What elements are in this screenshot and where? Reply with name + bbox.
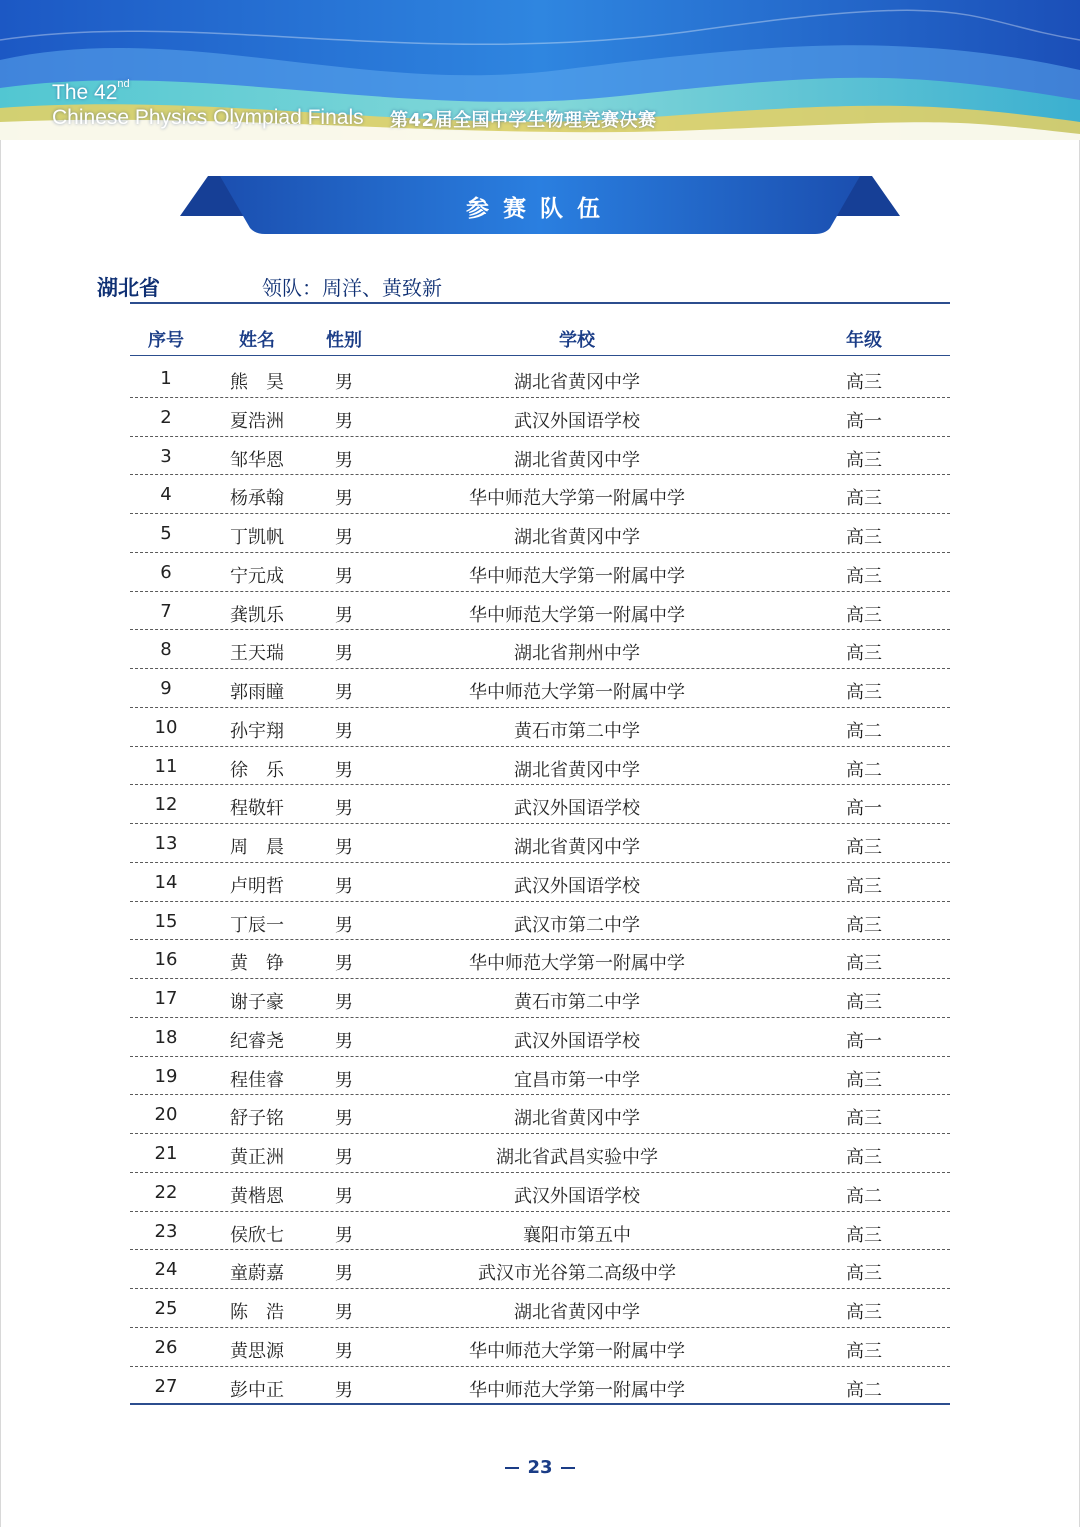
row-grade: 高三 [846,837,882,858]
row-number: 25 [154,1298,178,1319]
row-grade: 高三 [846,1069,882,1091]
row-number: 17 [154,988,178,1009]
row-school: 武汉外国语学校 [514,875,640,897]
row-grade: 高二 [846,1185,882,1207]
row-name: 宁元成 [230,565,284,587]
banner-english-title [52,76,364,130]
row-number: 5 [160,523,172,544]
row-school: 湖北省黄冈中学 [514,1108,640,1130]
row-grade: 高一 [846,410,882,432]
table-row [130,592,950,631]
row-grade: 高三 [846,604,882,626]
row-school: 襄阳市第五中 [523,1224,631,1246]
row-gender: 男 [335,604,353,626]
row-grade: 高三 [846,1302,882,1323]
row-name: 丁辰一 [230,914,284,936]
row-gender: 男 [335,1069,353,1091]
table-row [130,824,950,863]
row-name: 侯欣七 [230,1224,284,1246]
row-school: 华中师范大学第一附属中学 [469,565,685,587]
row-school: 武汉外国语学校 [514,410,640,432]
row-number: 3 [160,445,172,467]
row-name: 郭雨瞳 [230,682,284,703]
row-gender: 男 [335,1030,353,1052]
row-grade: 高三 [846,372,882,393]
banner-en-line1: The 42 [52,81,118,104]
row-gender: 男 [335,914,353,936]
row-name: 王天瑞 [230,643,284,665]
row-name: 孙宇翔 [230,720,284,742]
table-row [130,630,950,669]
table-row [130,1367,950,1406]
left-page-border [0,140,1,1527]
row-school: 武汉外国语学校 [514,798,640,820]
row-number: 15 [154,910,178,932]
row-name: 杨承翰 [230,488,284,510]
header-gender: 性别 [326,330,362,351]
table-row [130,1289,950,1328]
header-rule [130,302,950,304]
row-gender: 男 [335,410,353,432]
row-gender: 男 [335,1185,353,1207]
section-title: 参赛队伍 [466,196,614,222]
row-gender: 男 [335,372,353,393]
table-row [130,1250,950,1289]
table-row [130,785,950,824]
row-gender: 男 [335,953,353,975]
row-school: 华中师范大学第一附属中学 [469,953,685,975]
row-name: 黄思源 [230,1340,284,1362]
table-row [130,398,950,437]
team-leaders: 领队：周洋、黄致新 [262,276,442,300]
row-gender: 男 [335,759,353,781]
row-school: 华中师范大学第一附属中学 [469,488,685,510]
row-number: 9 [160,678,172,699]
row-grade: 高一 [846,1030,882,1052]
row-number: 27 [154,1375,178,1397]
row-gender: 男 [335,1108,353,1130]
table-row [130,553,950,592]
row-name: 黄正洲 [230,1147,284,1168]
row-gender: 男 [335,1340,353,1362]
row-gender: 男 [335,992,353,1013]
row-school: 武汉市光谷第二高级中学 [478,1263,676,1285]
row-name: 卢明哲 [230,875,284,897]
row-grade: 高三 [846,449,882,471]
row-grade: 高三 [846,643,882,665]
table-row [130,359,950,398]
banner-en-line2: Chinese Physics Olympiad Finals [52,106,364,129]
row-school: 华中师范大学第一附属中学 [469,682,685,703]
row-name: 龚凯乐 [230,604,284,626]
section-title-banner [180,176,900,236]
row-grade: 高三 [846,1108,882,1130]
table-row [130,1328,950,1367]
row-name: 纪睿尧 [230,1030,284,1052]
row-number: 16 [154,949,178,971]
row-gender: 男 [335,449,353,471]
banner-chinese-title: 第42届全国中学生物理竞赛决赛 [390,110,657,131]
row-grade: 高三 [846,1263,882,1285]
row-grade: 高一 [846,798,882,820]
roster-table-body [130,359,950,1405]
row-number: 8 [160,639,172,661]
row-gender: 男 [335,720,353,742]
row-grade: 高三 [846,1340,882,1362]
row-gender: 男 [335,1224,353,1246]
row-number: 26 [154,1336,178,1358]
row-name: 丁凯帆 [230,527,284,548]
row-name: 黄楷恩 [230,1185,284,1207]
row-gender: 男 [335,1147,353,1168]
row-gender: 男 [335,488,353,510]
row-grade: 高三 [846,875,882,897]
row-name: 夏浩洲 [230,410,284,432]
row-name: 黄 铮 [230,953,284,975]
table-row [130,1173,950,1212]
row-number: 6 [160,561,172,583]
row-name: 熊 昊 [230,372,284,393]
row-grade: 高二 [846,1379,882,1401]
row-gender: 男 [335,682,353,703]
row-number: 1 [160,368,172,389]
table-row [130,1095,950,1134]
header-grade: 年级 [846,330,882,351]
row-school: 华中师范大学第一附属中学 [469,1379,685,1401]
row-gender: 男 [335,1263,353,1285]
row-name: 谢子豪 [230,992,284,1013]
row-name: 程敬轩 [230,798,284,820]
row-gender: 男 [335,643,353,665]
row-name: 陈 浩 [230,1302,284,1323]
row-school: 宜昌市第一中学 [514,1069,640,1091]
row-school: 湖北省武昌实验中学 [496,1147,658,1168]
row-gender: 男 [335,527,353,548]
row-name: 舒子铭 [230,1108,284,1130]
row-gender: 男 [335,565,353,587]
row-school: 黄石市第二中学 [514,720,640,742]
footer-dash-right [561,1467,575,1469]
row-school: 湖北省黄冈中学 [514,759,640,781]
table-row [130,669,950,708]
table-row [130,1134,950,1173]
row-grade: 高三 [846,914,882,936]
page-number: 23 [527,1457,553,1478]
table-row [130,475,950,514]
table-row [130,1018,950,1057]
row-number: 4 [160,484,172,506]
header-school: 学校 [559,330,595,351]
row-school: 华中师范大学第一附属中学 [469,604,685,626]
row-number: 20 [154,1104,178,1126]
banner-en-ordinal: nd [117,78,130,90]
row-name: 彭中正 [230,1379,284,1401]
row-school: 湖北省黄冈中学 [514,837,640,858]
table-row [130,1057,950,1096]
row-number: 2 [160,406,172,428]
table-row [130,747,950,786]
table-row [130,437,950,476]
row-number: 24 [154,1259,178,1281]
row-number: 13 [154,833,178,854]
row-number: 22 [154,1181,178,1203]
row-gender: 男 [335,1379,353,1401]
row-grade: 高二 [846,759,882,781]
row-school: 湖北省黄冈中学 [514,449,640,471]
row-gender: 男 [335,798,353,820]
row-number: 23 [154,1220,178,1242]
table-row [130,863,950,902]
row-grade: 高三 [846,488,882,510]
row-school: 湖北省荆州中学 [514,643,640,665]
row-number: 19 [154,1065,178,1087]
row-name: 徐 乐 [230,759,284,781]
row-name: 周 晨 [230,837,284,858]
row-number: 14 [154,871,178,893]
table-row [130,1212,950,1251]
row-grade: 高三 [846,953,882,975]
table-row [130,708,950,747]
table-header [130,318,950,356]
header-number: 序号 [148,330,184,351]
row-school: 武汉外国语学校 [514,1030,640,1052]
footer-dash-left [505,1467,519,1469]
row-name: 邹华恩 [230,449,284,471]
row-school: 华中师范大学第一附属中学 [469,1340,685,1362]
header-banner [0,0,1080,140]
row-school: 武汉外国语学校 [514,1185,640,1207]
row-school: 湖北省黄冈中学 [514,1302,640,1323]
table-row [130,979,950,1018]
row-gender: 男 [335,837,353,858]
header-name: 姓名 [239,330,275,351]
row-number: 21 [154,1143,178,1164]
table-row [130,514,950,553]
table-row [130,902,950,941]
row-name: 程佳睿 [230,1069,284,1091]
row-grade: 高三 [846,992,882,1013]
row-number: 11 [154,755,178,777]
row-number: 7 [160,600,172,622]
province-name: 湖北省 [97,276,160,300]
row-school: 湖北省黄冈中学 [514,527,640,548]
row-grade: 高二 [846,720,882,742]
row-school: 湖北省黄冈中学 [514,372,640,393]
row-name: 童蔚嘉 [230,1263,284,1285]
row-school: 武汉市第二中学 [514,914,640,936]
row-grade: 高三 [846,527,882,548]
row-gender: 男 [335,1302,353,1323]
row-grade: 高三 [846,1224,882,1246]
row-number: 10 [154,716,178,738]
row-grade: 高三 [846,565,882,587]
row-grade: 高三 [846,1147,882,1168]
row-grade: 高三 [846,682,882,703]
page-footer [0,1457,1080,1478]
table-row [130,940,950,979]
row-number: 12 [154,794,178,816]
row-gender: 男 [335,875,353,897]
row-school: 黄石市第二中学 [514,992,640,1013]
row-number: 18 [154,1026,178,1048]
